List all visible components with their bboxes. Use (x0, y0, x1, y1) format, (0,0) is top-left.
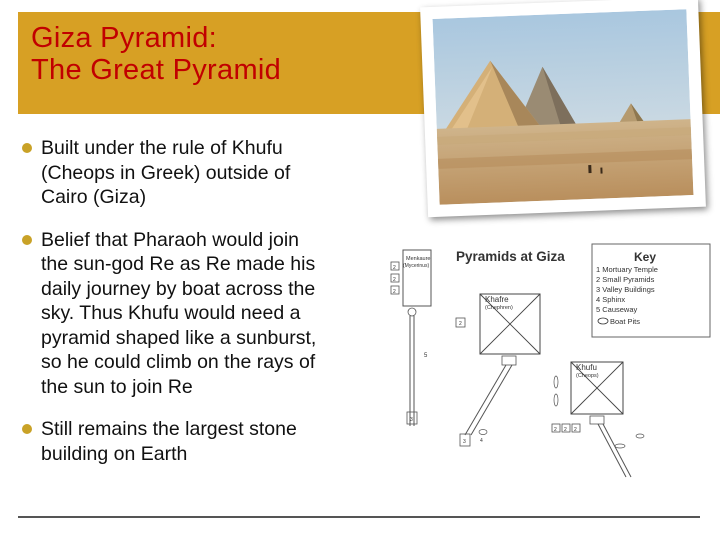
khufu-causeway (603, 424, 631, 477)
map-number: 2 (393, 277, 396, 283)
boat-pit (554, 376, 558, 388)
pyramids-photo-image (433, 9, 694, 205)
khafre-causeway (465, 365, 506, 435)
title-line-1: Giza Pyramid: (31, 22, 217, 54)
bullet-line: building on Earth (41, 442, 188, 465)
map-number: 2 (459, 321, 462, 327)
bullet-line: the sun to join Re (41, 375, 193, 398)
bullet-item (22, 136, 390, 210)
bullet-dot-icon (22, 235, 32, 245)
bullet-line: Cairo (Giza) (41, 186, 147, 208)
mortuary-temple (502, 356, 516, 365)
bullet-line: Belief that Pharaoh would join (41, 228, 300, 251)
bullet-item (22, 417, 390, 466)
giza-site-map (388, 232, 718, 482)
map-number: 2 (393, 289, 396, 295)
map-number: 2 (393, 265, 396, 271)
pyramids-photo (420, 0, 706, 217)
map-key-item: 5 Causeway (596, 305, 638, 314)
bullet-line: daily journey by boat across the (41, 277, 316, 300)
map-number: 5 (424, 353, 428, 359)
sphinx (479, 430, 487, 435)
map-key-boat-pits: Boat Pits (610, 317, 641, 326)
khafre-causeway (471, 365, 512, 435)
menkaure-alt-label: (Mycerinus) (403, 263, 430, 269)
bullet-line: the sun-god Re as Re made his (41, 253, 316, 275)
map-key-item: 2 Small Pyramids (596, 275, 655, 284)
khafre-alt-label: (Chephren) (485, 305, 513, 311)
map-key-item: 3 Valley Buildings (596, 285, 655, 294)
map-number: 2 (574, 427, 577, 433)
khafre-label: Khafre (485, 295, 509, 304)
bullet-item (22, 228, 390, 400)
boat-pit (636, 434, 644, 438)
map-title: Pyramids at Giza (456, 249, 565, 264)
khufu-alt-label: (Cheops) (576, 373, 599, 379)
mortuary-temple (590, 416, 604, 424)
bullet-line: so he could climb on the rays of (41, 351, 316, 373)
map-key-item: 4 Sphinx (596, 295, 626, 304)
boat-pit (615, 444, 625, 448)
slide-title (31, 22, 411, 86)
mortuary-temple (408, 308, 416, 316)
title-line-2: The Great Pyramid (31, 54, 282, 86)
bullet-list (22, 136, 390, 484)
bottom-rule (18, 516, 700, 518)
map-number: 3 (410, 417, 413, 423)
bullet-line: sky. Thus Khufu would need a (41, 302, 301, 324)
bullet-line: pyramid shaped like a sunburst, (41, 326, 317, 349)
menkaure-label: Menkaure (406, 256, 431, 262)
map-key-item: 1 Mortuary Temple (596, 265, 658, 274)
khufu-label: Khufu (576, 363, 597, 372)
bullet-line: Still remains the largest stone (41, 418, 297, 440)
khufu-causeway (598, 424, 626, 477)
bullet-dot-icon (22, 424, 32, 434)
bullet-dot-icon (22, 143, 32, 153)
bullet-line: Built under the rule of Khufu (41, 137, 283, 159)
map-number: 4 (480, 438, 483, 444)
map-number: 2 (564, 427, 567, 433)
map-key-title: Key (634, 250, 657, 264)
boat-pit-icon (598, 318, 608, 324)
boat-pit (554, 394, 558, 406)
bullet-line: (Cheops in Greek) outside of (41, 161, 291, 184)
map-number: 2 (554, 427, 557, 433)
map-number: 3 (463, 439, 466, 445)
